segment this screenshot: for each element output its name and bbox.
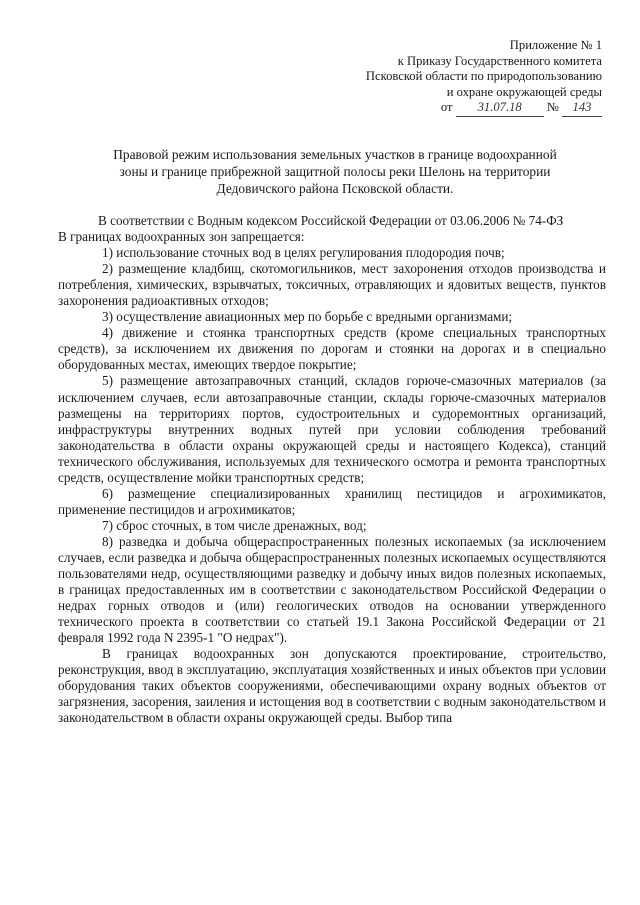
appendix-header — [312, 38, 602, 117]
intro-paragraph: В соответствии с Водным кодексом Российской Федерации от 03.06.2006 № 74-ФЗ — [98, 213, 564, 228]
list-item: 8) разведка и добыча общераспространенных полезных ископаемых (за исключением случаев, если разведка и добыча общераспространенных полезных ископаемых осуществляются пользователями недр, осуществляющими разведку и добычу иных видов полезных ископаемых, в границах предоставленных им в соответствии с законодательством Российской Федерации о недрах горных отводов и (или) геологических отводов на основании утвержденного технического проекта в соответствии со статьей 19.1 Закона Российской Федерации от 21 февраля 1992 года N 2395-1 "О недрах"). — [58, 533, 606, 646]
list-item: 4) движение и стоянка транспортных средств (кроме специальных транспортных средств), за исключением их движения по дорогам и стоянки на дорогах и в специально оборудованных местах, имеющих твердое покрытие; — [58, 325, 606, 373]
list-item: 6) размещение специализированных хранилищ пестицидов и агрохимикатов, применение пестицидов и агрохимикатов; — [58, 485, 606, 517]
list-item: 1) использование сточных вод в целях регулирования плодородия почв; — [102, 245, 505, 261]
list-item: 2) размещение кладбищ, скотомогильников, мест захоронения отходов производства и потребления, химических, взрывчатых, токсичных, отравляющих и ядовитых веществ, пунктов захоронения радиоактивных отходов; — [58, 261, 606, 309]
appendix-order-line: к Приказу Государственного комитета — [397, 53, 602, 68]
appendix-committee-line: Псковской области по природопользованию — [365, 69, 602, 83]
list-item: 3) осуществление авиационных мер по борьбе с вредными организмами; — [102, 309, 513, 325]
appendix-date-number-line — [312, 100, 602, 117]
document-title — [60, 146, 610, 197]
list-item: 5) размещение автозаправочных станций, складов горюче-смазочных материалов (за исключением случаев, если автозаправочные станции, склады горюче-смазочных материалов размещены на территориях портов, судостроительных и судоремонтных организаций, инфраструктуры внутренних водных путей при условии соблюдения требований законодательства в области охраны окружающей среды и настоящего Кодекса), станций технического обслуживания, используемых для технического осмотра и ремонта транспортных средств, осуществление мойки транспортных средств; — [58, 373, 606, 485]
appendix-environment-line: и охране окружающей среды — [446, 84, 602, 99]
list-item: 7) сброс сточных, в том числе дренажных, вод; — [102, 517, 367, 533]
title-line-1: Правовой режим использования земельных участков в границе водоохранной — [113, 147, 557, 162]
appendix-title: Приложение № 1 — [509, 38, 602, 52]
title-line-3: Дедовичского района Псковской области. — [216, 181, 454, 196]
date-value: 31.07.18 — [456, 100, 544, 117]
title-line-2: зоны и границе прибрежной защитной полосы реки Шелонь на территории — [119, 164, 551, 179]
number-prefix: № — [546, 100, 559, 114]
permitted-paragraph: В границах водоохранных зон допускаются проектирование, строительство, реконструкция, ввод в эксплуатацию, эксплуатация хозяйственных и иных объектов при условии оборудования таких объектов сооружениями, обеспечивающими охрану водных объектов от загрязнения, засорения, заиления и истощения вод в соответствии с водным законодательством и законодательством в области охраны окружающей среды. Выбор типа — [58, 646, 606, 726]
date-prefix: от — [440, 100, 453, 114]
number-value: 143 — [562, 100, 602, 117]
document-body — [58, 213, 606, 727]
prohibited-lead: В границах водоохранных зон запрещается: — [58, 229, 305, 245]
